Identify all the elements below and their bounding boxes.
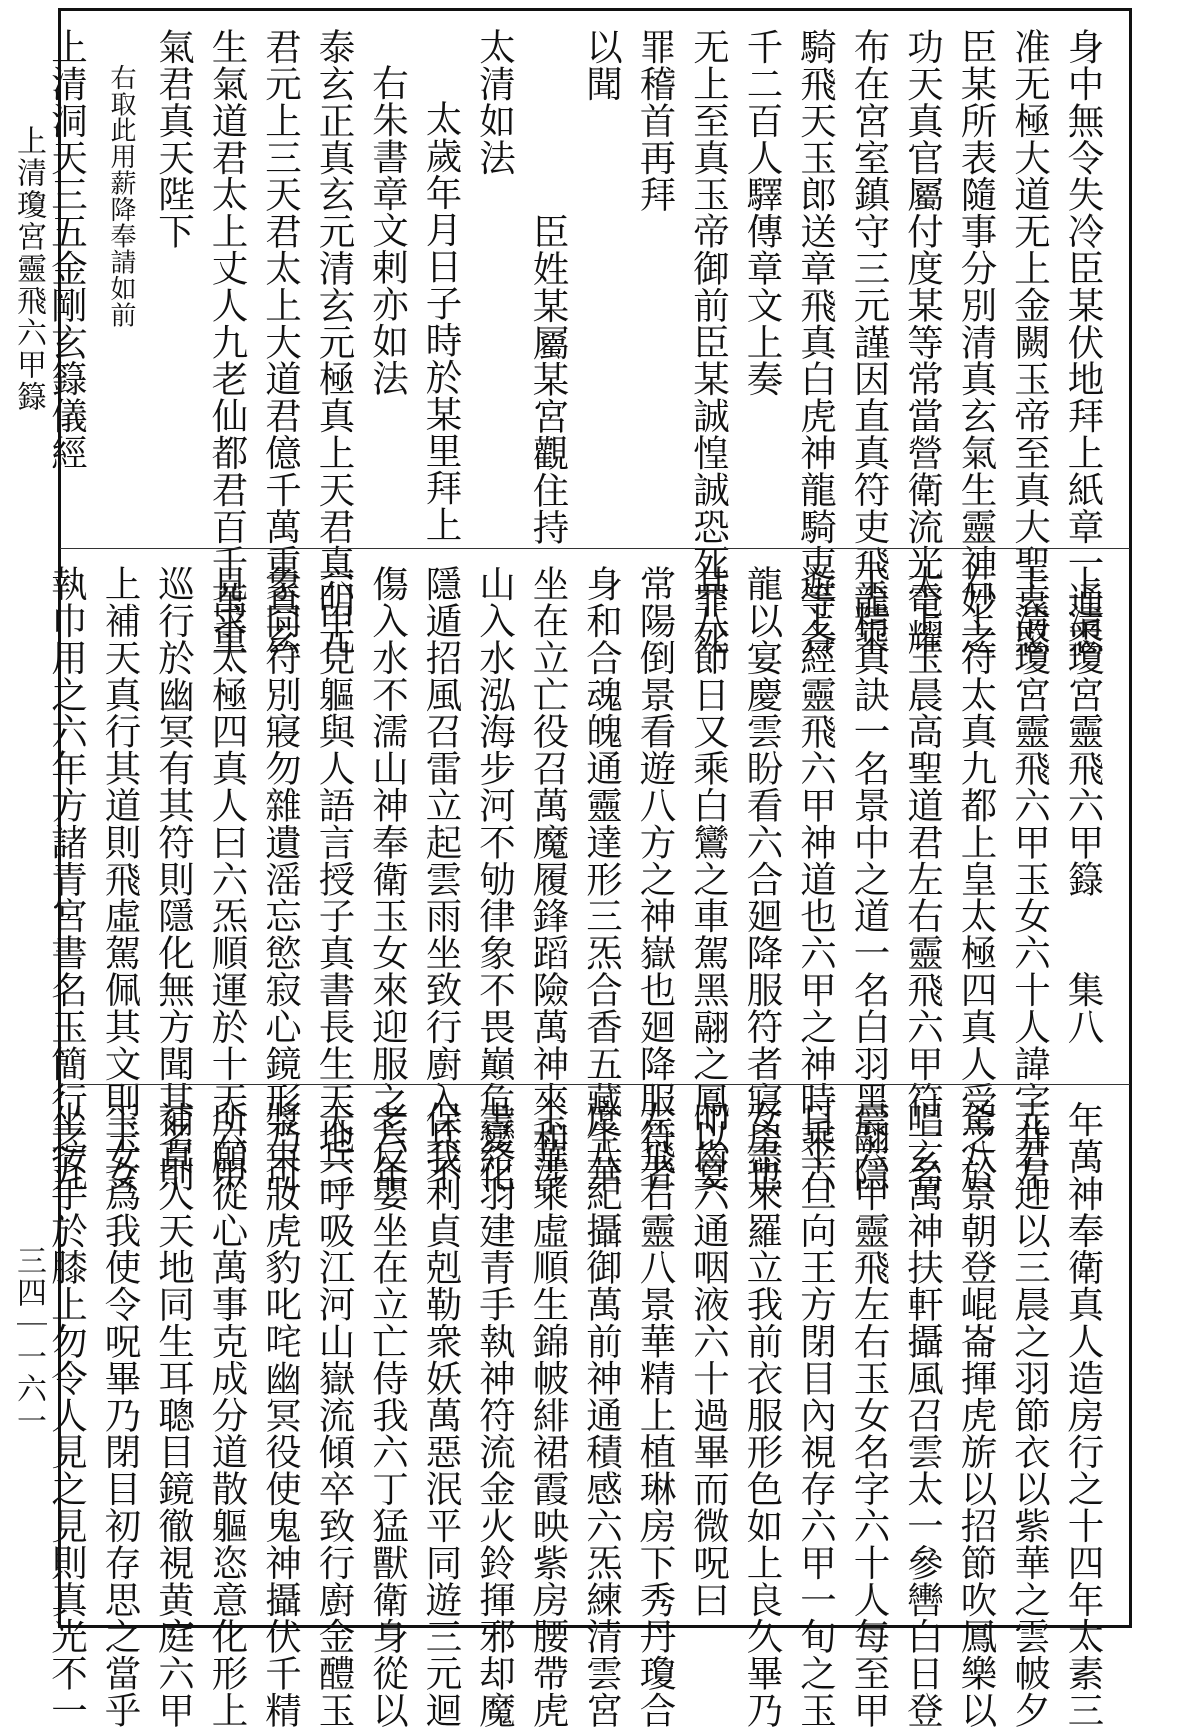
text-column: 日平旦向王方閉目內視存六甲一旬之玉 (794, 1101, 838, 1728)
text-column: 六甲見軀與人語言授子真書長生天地二 (313, 565, 356, 1193)
text-column: 上清洞天三五金剛玄籙儀經 (45, 28, 89, 471)
text-column: 生氣道君太上丈人九老仙都君百千萬重 (206, 28, 249, 656)
page-number: 三四｜一六一 (11, 1245, 46, 1437)
text-block-middle (45, 565, 1110, 1193)
text-column: 傷入水不濡山神奉衛玉女來迎服之六年 (366, 565, 410, 1193)
text-column: 山入水泓海步河不劬律象不畏巔危變化 (473, 565, 517, 1193)
text-column: 保我利貞剋勒衆妖萬惡泯平同遊三元迴 (420, 1101, 463, 1728)
text-column: 執巾用之六年方諸青宮書名玉簡行之九 (45, 565, 89, 1193)
text-column: 功天真官屬付度某等常當營衛流光電耀 (901, 28, 945, 656)
register-top (45, 12, 1130, 656)
text-column: 太歲年月日子時於某里拜上 (420, 100, 463, 543)
text-column: 右朱書章文剌亦如法 (366, 64, 410, 397)
text-column: 駕八景朝登崐崙揮虎旂以招節吹鳳樂以 (955, 1101, 998, 1728)
text-column: 君元上三天君太上大道君億千萬重真玄 (259, 28, 303, 656)
text-block-bottom (45, 1101, 1110, 1728)
text-column: 玉精真訣一名景中之道一名白羽黑翮隱 (848, 565, 891, 1193)
text-column: 龍以宴慶雲盼看六合廻降服符者寢房也 (741, 565, 784, 1193)
text-column: 所願從心萬事克成分道散軀恣意化形上 (206, 1101, 249, 1728)
text-column: 女盡來羅立我前衣服形色如上良久畢乃 (741, 1101, 784, 1728)
text-column: 巡行於幽冥有其符則隱化無方聞其名則 (152, 565, 196, 1193)
text-column: 天兵呼吸江河山嶽流傾卒致行廚金醴玉 (313, 1101, 356, 1728)
text-column: 罪稽首再拜 (634, 28, 677, 213)
text-column: 玉女爲我使令呪畢乃閉目初存思之當乎 (99, 1101, 142, 1728)
text-column: 度八紀攝御萬前神通積感六炁練清雲宮 (580, 1101, 624, 1728)
text-column: 老反嬰坐在立亡侍我六丁猛獸衛身從以 (366, 1101, 410, 1728)
text-column: 元君迎以三晨之羽節衣以紫華之雲帔夕 (1008, 1101, 1052, 1728)
text-column: 其八節日又乘白鸞之車駕黑翮之鳳以宴 (687, 565, 731, 1193)
text-column: 唱玄萬神扶軒攝風召雲太一參轡白日登 (901, 1101, 945, 1728)
text-column: 上補天真行其道則飛虛駕佩其文則玉女 (99, 565, 142, 1193)
text-column: 右上符太真九都上皇太極四真人受之於 (955, 565, 998, 1193)
register-bottom (45, 1084, 1130, 1728)
text-column: 准无極大道无上金闕玉帝至真大聖哀愍 (1008, 28, 1052, 656)
text-column: 見求太極四真人曰六炁順運於十天六甲 (206, 565, 249, 1193)
text-column: 臣姓某屬某宮觀住持 (527, 213, 570, 546)
text-column: 布在宮室鎮守三元謹因直真符吏飛龍乘 (848, 28, 891, 656)
text-column: 无上至真玉帝御前臣某誠惶誠恐死罪死 (687, 28, 731, 656)
text-column: 身中無令失冷臣某伏地拜上紙章一通悉 (1062, 28, 1105, 656)
text-column: 遊上經靈飛六甲神道也六甲之神時乘六 (794, 565, 838, 1193)
text-column: 坐在立亡役召萬魔履鋒蹈險萬神來和涉 (527, 565, 570, 1193)
book-title-margin: 上清瓊宮靈飛六甲籙 (11, 125, 46, 413)
text-column: 年萬神奉衛真人造房行之十四年太素三 (1062, 1101, 1105, 1728)
text-column: 氣君真天陛下 (152, 28, 196, 250)
text-column: 隱遁招風召雷立起雲雨坐致行廚入兵不 (420, 565, 463, 1193)
text-column: 以聞 (580, 28, 624, 102)
text-column: 千二百人驛傳章文上奏 (741, 28, 784, 397)
text-column: 太清如法 (473, 28, 517, 176)
text-column: 臣某所表隨事分別清真玄氣生靈神妙之 (955, 28, 998, 656)
text-column: 漿束妝虎豹叱咤幽冥役使鬼神攝伏千精 (259, 1101, 303, 1728)
text-column: 常陽倒景看遊八方之神嶽也廻降服符者 (634, 565, 677, 1193)
text-column: 上清瓊宮靈飛六甲玉女六十人諱字并左 (1008, 565, 1052, 1193)
text-column: 玉華乘虛順生錦帔緋裙霞映紫房腰帶虎 (527, 1101, 570, 1728)
register-middle (45, 548, 1130, 1193)
text-column: 叩齒六通咽液六十過畢而微呪曰 (687, 1101, 731, 1618)
text-column: 身和合魂魄通靈達形三炁合香五藏生華 (580, 565, 624, 1193)
text-column: 騎飛天玉郎送章飛真白虎神龍騎吏等各 (794, 28, 838, 656)
text-block-top (45, 28, 1110, 656)
text-column: 右取此用薪降奉請如前 (106, 64, 136, 328)
text-column: 上清瓊宮靈飛六甲籙 集八 (1062, 565, 1105, 1045)
text-column: 晨六甲靈飛左右玉女名字六十人每至甲 (848, 1101, 891, 1728)
text-column: 象同符別寢勿雜遺滛忘慾寂心鏡形乃可 (259, 565, 303, 1193)
text-column: 補真人天地同生耳聰目鏡徹視黄庭六甲 (152, 1101, 196, 1728)
text-column: 左飛右靈八景華精上植琳房下秀丹瓊合 (634, 1101, 677, 1728)
text-column: 太上玉晨高聖道君左右靈飛六甲符一名 (901, 565, 945, 1193)
text-column: 泰玄正真玄元清玄元極真上天君真明元 (313, 28, 356, 656)
text-column: 坐按手於膝上勿令人見之見則真光不一 (45, 1101, 89, 1728)
text-column: 書絡羽建青手執神符流金火鈴揮邪却魔 (473, 1101, 517, 1728)
